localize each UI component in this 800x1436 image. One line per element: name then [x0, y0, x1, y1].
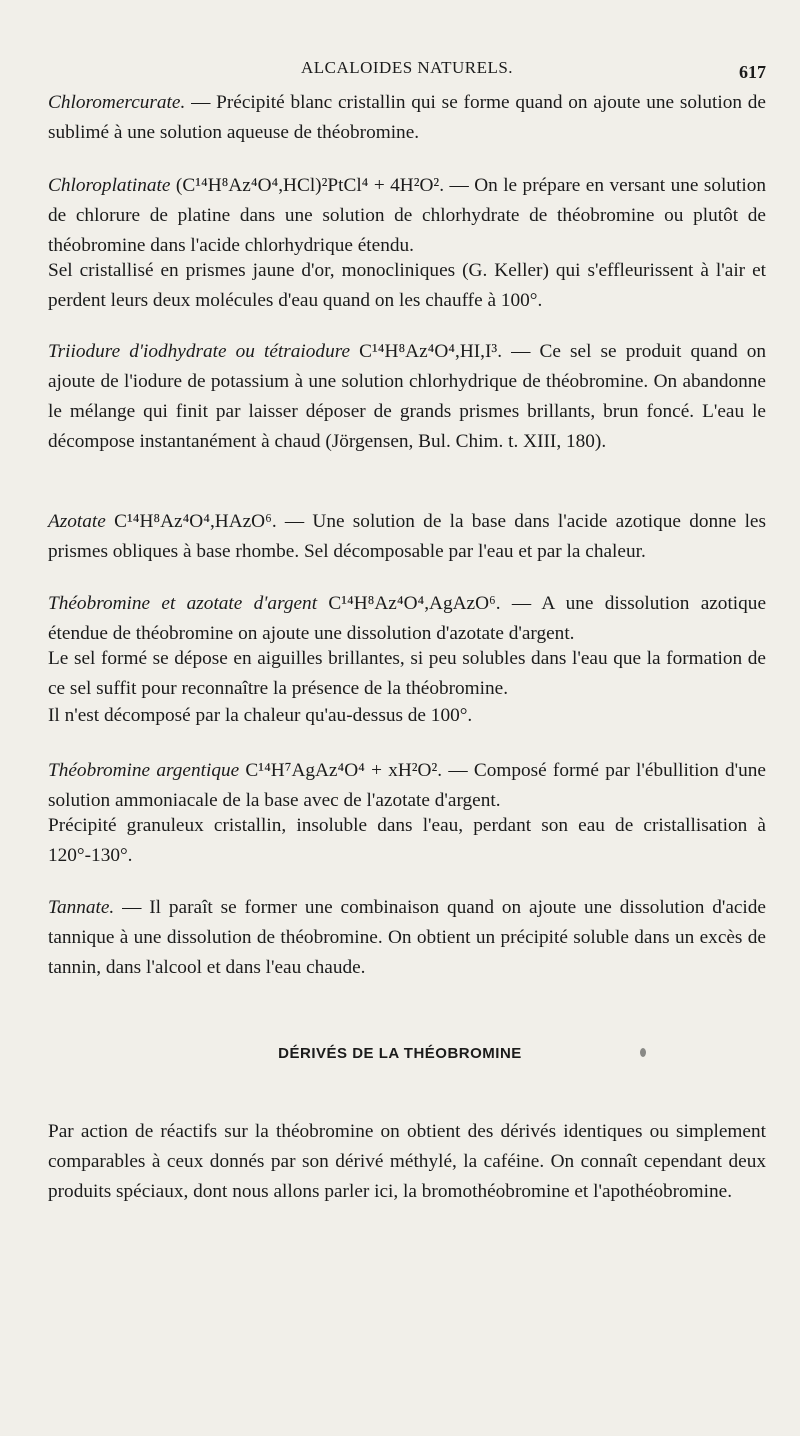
- paragraph-tannate: [48, 893, 766, 983]
- paragraph-term: Chloromercurate.: [48, 92, 186, 113]
- ink-spot: [640, 1048, 646, 1057]
- paragraph-term: Triiodure d'iodhydrate ou tétraiodure: [48, 341, 351, 362]
- section-heading: DÉRIVÉS DE LA THÉOBROMINE: [278, 1045, 522, 1062]
- page-number: 617: [739, 62, 766, 82]
- paragraph-decomposition: [48, 701, 766, 731]
- paragraph-term: Tannate.: [48, 897, 115, 918]
- paragraph-argentique: [48, 756, 766, 816]
- paragraph-chloroplatinate: [48, 171, 766, 261]
- paragraph-azotate-argent: [48, 589, 766, 649]
- paragraph-text: C¹⁴H⁸Az⁴O⁴,AgAzO⁶. — A une dissolution azotique étendue de théobromine on ajoute une dissolution d'azotate d'argent.: [48, 593, 767, 644]
- paragraph-text: Le sel formé se dépose en aiguilles brillantes, si peu solubles dans l'eau que la formation de ce sel suffit pour reconnaître la présence de la théobromine.: [48, 648, 766, 699]
- paragraph-text: C¹⁴H⁷AgAz⁴O⁴ + xH²O². — Composé formé par l'ébullition d'une solution ammoniacale de la base avec de l'azotate d'argent.: [48, 760, 766, 811]
- paragraph-text: C¹⁴H⁸Az⁴O⁴,HI,I³. — Ce sel se produit quand on ajoute de l'iodure de potassium à une solution chlorhydrique de théobromine. On abandonne le mélange qui finit par laisser déposer de grands prismes brillants, brun foncé. L'eau le décompose instantanément à chaud (Jörgensen, Bul. Chim. t. XIII, 180).: [48, 341, 766, 452]
- paragraph-text: Il n'est décomposé par la chaleur qu'au-dessus de 100°.: [48, 705, 473, 726]
- paragraph-text: Par action de réactifs sur la théobromine on obtient des dérivés identiques ou simplement comparables à ceux donnés par son dérivé méthylé, la caféine. On connaît cependant deux produits spéciaux, dont nous allons parler ici, la bromothéobromine et l'apothéobromine.: [48, 1121, 766, 1202]
- paragraph-text: — Il paraît se former une combinaison quand on ajoute une dissolution d'acide tannique à une dissolution de théobromine. On obtient un précipité soluble dans un excès de tannin, dans l'alcool et dans l'eau chaude.: [48, 897, 766, 978]
- paragraph-text: Précipité granuleux cristallin, insoluble dans l'eau, perdant son eau de cristallisation à 120°-130°.: [48, 815, 766, 866]
- paragraph-text: Sel cristallisé en prismes jaune d'or, monocliniques (G. Keller) qui s'effleurissent à l'air et perdent leurs deux molécules d'eau quand on les chauffe à 100°.: [48, 260, 766, 311]
- paragraph-chloroplatinate-crystals: [48, 256, 766, 316]
- paragraph-term: Chloroplatinate: [48, 175, 171, 196]
- paragraph-triiodure: [48, 337, 766, 457]
- paragraph-azotate-argent-crystals: [48, 644, 766, 704]
- paragraph-argentique-precipitate: [48, 811, 766, 871]
- paragraph-text: (C¹⁴H⁸Az⁴O⁴,HCl)²PtCl⁴ + 4H²O². — On le prépare en versant une solution de chlorure de platine dans une solution de chlorhydrate de théobromine ou plutôt de théobromine dans l'acide chlorhydrique étendu.: [48, 175, 766, 256]
- paragraph-chloromercurate: [48, 88, 766, 148]
- paragraph-text: — Précipité blanc cristallin qui se forme quand on ajoute une solution de sublimé à une solution aqueuse de théobromine.: [48, 92, 766, 143]
- paragraph-azotate: [48, 507, 766, 567]
- page-header: [48, 56, 766, 82]
- paragraph-term: Théobromine et azotate d'argent: [48, 593, 318, 614]
- paragraph-term: Théobromine argentique: [48, 760, 240, 781]
- section-paragraph: [48, 1117, 766, 1207]
- paragraph-text: C¹⁴H⁸Az⁴O⁴,HAzO⁶. — Une solution de la base dans l'acide azotique donne les prismes obliques à base rhombe. Sel décomposable par l'eau et par la chaleur.: [48, 511, 766, 562]
- paragraph-term: Azotate: [48, 511, 106, 532]
- running-title: ALCALOIDES NATURELS.: [300, 58, 514, 77]
